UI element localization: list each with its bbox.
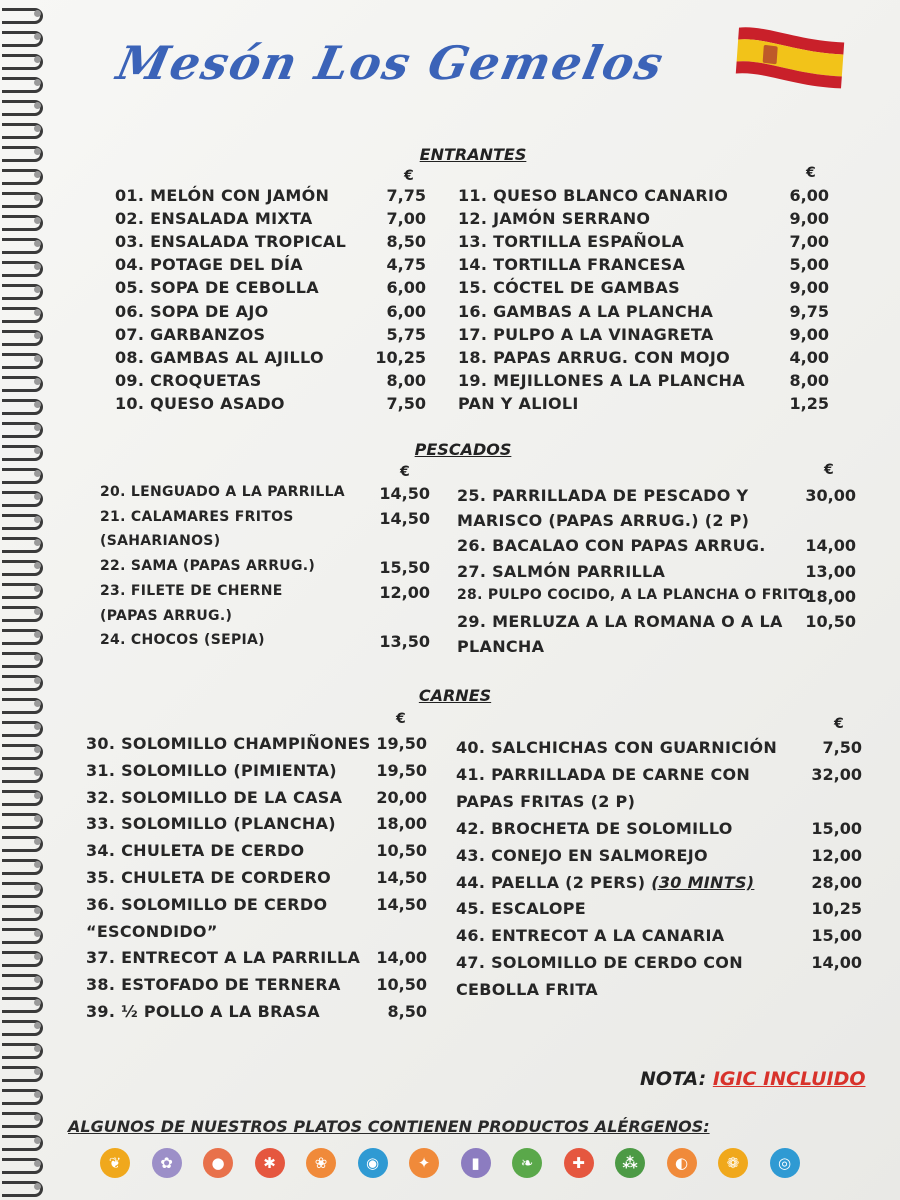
section-title-entrantes: ENTRANTES xyxy=(419,145,527,164)
menu-item-name xyxy=(100,583,283,599)
menu-item-price: 8,00 xyxy=(386,370,426,390)
menu-item-price: 14,50 xyxy=(376,868,427,887)
menu-item-price: 9,75 xyxy=(789,301,829,321)
dish-label: 33. SOLOMILLO (PLANCHA) xyxy=(86,814,336,834)
menu-item-price: 8,50 xyxy=(386,232,426,252)
menu-item-name xyxy=(115,255,303,274)
spiral-hole xyxy=(34,309,41,316)
dish-label: 18. PAPAS ARRUG. CON MOJO xyxy=(458,347,730,367)
menu-item-price: 13,00 xyxy=(805,561,856,581)
menu-item-name xyxy=(456,899,586,918)
menu-item-price: 18,00 xyxy=(805,586,856,606)
menu-item-price: 14,50 xyxy=(376,894,427,914)
menu-item-name xyxy=(100,608,232,624)
dish-label: (PAPAS ARRUG.) xyxy=(100,607,233,624)
spiral-hole xyxy=(34,723,41,730)
dish-label: 03. ENSALADA TROPICAL xyxy=(115,232,347,252)
menu-item-price: 6,00 xyxy=(386,301,426,321)
spiral-hole xyxy=(34,769,41,776)
spiral-hole xyxy=(34,493,41,500)
dish-label: 47. SOLOMILLO DE CERDO CON xyxy=(456,953,743,973)
dish-label: 42. BROCHETA DE SOLOMILLO xyxy=(456,818,733,838)
menu-item-price: 10,50 xyxy=(376,841,427,861)
menu-item-price: 1,25 xyxy=(789,393,829,413)
dish-label: 39. ½ POLLO A LA BRASA xyxy=(86,1002,320,1021)
menu-item-name xyxy=(458,325,714,344)
spiral-hole xyxy=(34,608,41,615)
allergen-prefix: ALGUNOS DE NUESTROS PLATOS CONTIENEN xyxy=(68,1117,478,1136)
dish-label: 07. GARBANZOS xyxy=(115,324,266,344)
dish-label: 13. TORTILLA ESPAÑOLA xyxy=(458,232,685,252)
dish-label: 46. ENTRECOT A LA CANARIA xyxy=(456,926,725,946)
menu-item-price: 7,75 xyxy=(386,186,426,205)
menu-item-name xyxy=(457,511,749,530)
spiral-hole xyxy=(34,953,41,960)
spiral-hole xyxy=(34,378,41,385)
euro-header: € xyxy=(396,711,406,727)
spiral-hole xyxy=(34,286,41,293)
allergen-notice xyxy=(68,1117,710,1136)
tax-note-label: NOTA: xyxy=(640,1068,713,1090)
menu-item-price: 14,00 xyxy=(805,536,856,556)
spiral-hole xyxy=(34,746,41,753)
menu-item-name xyxy=(115,209,313,228)
menu-item-price: 15,00 xyxy=(811,926,862,946)
menu-item-name xyxy=(458,278,680,297)
mollusc-icon: ◐ xyxy=(667,1148,697,1178)
menu-item-name xyxy=(86,814,336,833)
menu-item-name xyxy=(458,371,745,390)
dish-label: 25. PARRILLADA DE PESCADO Y xyxy=(457,486,749,505)
spiral-hole xyxy=(34,907,41,914)
menu-item-price: 7,50 xyxy=(386,393,426,413)
spiral-hole xyxy=(34,148,41,155)
spiral-hole xyxy=(34,194,41,201)
menu-item-name xyxy=(115,371,262,390)
section-title-pescados: PESCADOS xyxy=(414,440,512,459)
menu-item-price: 10,50 xyxy=(376,975,427,995)
menu-item-price: 4,75 xyxy=(386,255,426,275)
tax-note-value: IGIC INCLUIDO xyxy=(712,1068,866,1090)
menu-item-name xyxy=(456,980,598,999)
dish-label: 28. PULPO COCIDO, A LA PLANCHA O FRITO xyxy=(457,586,811,603)
spiral-hole xyxy=(34,56,41,63)
menu-item-name xyxy=(457,562,665,581)
menu-item-name xyxy=(100,632,265,648)
spiral-hole xyxy=(34,240,41,247)
spiral-hole xyxy=(34,585,41,592)
spiral-hole xyxy=(34,861,41,868)
menu-item-name xyxy=(100,484,345,500)
euro-header: € xyxy=(824,462,834,478)
menu-item-price: 12,00 xyxy=(379,582,430,602)
menu-item-name xyxy=(86,895,327,914)
euro-header: € xyxy=(834,716,844,732)
menu-item-name xyxy=(458,348,730,367)
menu-item-price: 15,50 xyxy=(379,558,430,578)
spiral-hole xyxy=(34,102,41,109)
spiral-hole xyxy=(34,884,41,891)
dish-label: 35. CHULETA DE CORDERO xyxy=(86,868,331,887)
celery-icon: ❧ xyxy=(512,1148,542,1178)
allergen-icons xyxy=(100,1148,820,1182)
menu-item-price: 6,00 xyxy=(789,186,829,205)
menu-item-price: 32,00 xyxy=(811,764,862,784)
dish-label: PLANCHA xyxy=(457,637,545,657)
euro-header: € xyxy=(806,165,816,181)
menu-item-name xyxy=(115,186,329,205)
dish-label: 02. ENSALADA MIXTA xyxy=(115,209,313,229)
menu-item-name xyxy=(457,612,783,631)
menu-item-price: 10,25 xyxy=(811,899,862,919)
menu-item-price: 8,50 xyxy=(387,1002,427,1021)
menu-item-price: 4,00 xyxy=(789,347,829,367)
menu-item-name xyxy=(86,948,360,967)
menu-item-name xyxy=(115,348,324,367)
spiral-hole xyxy=(34,654,41,661)
dish-label: 05. SOPA DE CEBOLLA xyxy=(115,278,319,298)
menu-item-name xyxy=(115,394,285,413)
lupin-icon: ❁ xyxy=(718,1148,748,1178)
menu-item-price: 7,00 xyxy=(789,232,829,252)
spiral-hole xyxy=(34,447,41,454)
menu-item-name xyxy=(86,734,371,753)
euro-header: € xyxy=(400,464,410,480)
menu-item-name xyxy=(456,873,754,892)
spiral-hole xyxy=(34,332,41,339)
dish-label: 30. SOLOMILLO CHAMPIÑONES xyxy=(86,734,371,753)
spiral-hole xyxy=(34,33,41,40)
dish-label: 31. SOLOMILLO (PIMIENTA) xyxy=(86,760,337,780)
sulphite-icon: ◎ xyxy=(770,1148,800,1178)
dish-label: 24. CHOCOS (SEPIA) xyxy=(100,632,265,649)
dish-label: 22. SAMA (PAPAS ARRUG.) xyxy=(100,558,316,575)
menu-item-name xyxy=(115,278,319,297)
menu-item-name xyxy=(457,637,544,656)
menu-item-name xyxy=(458,255,685,274)
menu-item-name xyxy=(115,302,268,321)
spiral-hole xyxy=(34,355,41,362)
dish-label: (SAHARIANOS) xyxy=(100,533,221,550)
dish-label: 26. BACALAO CON PAPAS ARRUG. xyxy=(457,536,766,556)
section-title-carnes: CARNES xyxy=(418,686,492,705)
dish-label: 09. CROQUETAS xyxy=(115,370,262,390)
spiral-hole xyxy=(34,562,41,569)
spiral-hole xyxy=(34,539,41,546)
euro-header: € xyxy=(404,168,414,184)
dish-label: MARISCO (PAPAS ARRUG.) (2 P) xyxy=(457,511,750,531)
menu-item-price: 8,00 xyxy=(789,370,829,390)
menu-item-name xyxy=(456,819,733,838)
menu-item-price: 12,00 xyxy=(811,845,862,865)
dish-label: 04. POTAGE DEL DÍA xyxy=(115,255,303,275)
spiral-hole xyxy=(34,677,41,684)
spiral-hole xyxy=(34,1045,41,1052)
menu-item-name xyxy=(100,509,294,525)
menu-item-name xyxy=(86,975,341,994)
spiral-hole xyxy=(34,217,41,224)
menu-item-price: 20,00 xyxy=(376,787,427,807)
spiral-hole xyxy=(34,1022,41,1029)
menu-item-name xyxy=(456,846,708,865)
dish-label: 11. QUESO BLANCO CANARIO xyxy=(458,186,729,205)
spiral-hole xyxy=(34,815,41,822)
menu-item-price: 5,75 xyxy=(386,324,426,344)
dish-label: 08. GAMBAS AL AJILLO xyxy=(115,347,324,367)
menu-item-price: 6,00 xyxy=(386,278,426,298)
spiral-hole xyxy=(34,424,41,431)
menu-item-name xyxy=(457,587,810,603)
spiral-hole xyxy=(34,516,41,523)
dish-label: 32. SOLOMILLO DE LA CASA xyxy=(86,787,343,807)
menu-item-price: 5,00 xyxy=(789,255,829,275)
spiral-hole xyxy=(34,470,41,477)
dish-label: 44. PAELLA (2 PERS) xyxy=(456,872,652,892)
menu-item-name xyxy=(458,232,684,251)
dish-label: 29. MERLUZA A LA ROMANA O A LA xyxy=(457,612,783,631)
spiral-hole xyxy=(34,10,41,17)
dish-label: 20. LENGUADO A LA PARRILLA xyxy=(100,484,345,500)
menu-item-name xyxy=(456,765,750,784)
dish-label: 16. GAMBAS A LA PLANCHA xyxy=(458,301,714,321)
menu-item-price: 30,00 xyxy=(805,486,856,505)
spiral-hole xyxy=(34,631,41,638)
dish-label: 27. SALMÓN PARRILLA xyxy=(457,561,666,581)
menu-item-name xyxy=(458,209,650,228)
spiral-hole xyxy=(34,838,41,845)
mustard-icon: ✚ xyxy=(564,1148,594,1178)
menu-item-price: 15,00 xyxy=(811,818,862,838)
crustacean-icon: ✿ xyxy=(152,1148,182,1178)
dish-label: 40. SALCHICHAS CON GUARNICIÓN xyxy=(456,738,778,757)
menu-item-name xyxy=(115,325,265,344)
menu-item-name xyxy=(458,394,579,413)
spiral-hole xyxy=(34,1114,41,1121)
menu-item-price: 9,00 xyxy=(789,324,829,344)
dish-label: “ESCONDIDO” xyxy=(86,921,218,941)
spiral-hole xyxy=(34,1160,41,1167)
menu-item-price: 10,50 xyxy=(805,612,856,631)
dish-label: PAN Y ALIOLI xyxy=(458,393,579,413)
menu-item-price: 18,00 xyxy=(376,814,427,834)
menu-item-price: 14,50 xyxy=(379,508,430,528)
menu-item-name xyxy=(456,738,777,757)
dish-label: 10. QUESO ASADO xyxy=(115,393,285,413)
menu-item-name xyxy=(100,533,220,549)
menu-item-price: 14,50 xyxy=(379,484,430,503)
menu-item-price: 14,00 xyxy=(376,948,427,968)
spiral-hole xyxy=(34,401,41,408)
menu-item-name xyxy=(86,788,342,807)
menu-item-name xyxy=(86,868,331,887)
spiral-hole xyxy=(34,930,41,937)
crab-icon: ✱ xyxy=(255,1148,285,1178)
spiral-hole xyxy=(34,1137,41,1144)
spiral-hole xyxy=(34,700,41,707)
menu-item-price: 7,50 xyxy=(822,738,862,757)
allergen-suffix: PRODUCTOS ALÉRGENOS: xyxy=(477,1117,710,1136)
menu-item-name xyxy=(115,232,346,251)
spiral-hole xyxy=(34,263,41,270)
menu-item-name xyxy=(456,792,635,811)
spiral-binding xyxy=(0,0,48,1200)
dish-label: 41. PARRILLADA DE CARNE CON xyxy=(456,764,751,784)
dish-label: 14. TORTILLA FRANCESA xyxy=(458,255,686,275)
menu-item-price: 13,50 xyxy=(379,632,430,652)
menu-item-name xyxy=(86,841,304,860)
dish-label: 21. CALAMARES FRITOS xyxy=(100,508,294,525)
restaurant-title: Mesón Los Gemelos xyxy=(112,36,670,90)
spiral-hole xyxy=(34,79,41,86)
spiral-hole xyxy=(34,976,41,983)
dish-label: 45. ESCALOPE xyxy=(456,899,586,919)
dish-label: 17. PULPO A LA VINAGRETA xyxy=(458,324,714,344)
menu-item-name xyxy=(456,953,743,972)
dish-label: 43. CONEJO EN SALMOREJO xyxy=(456,845,708,865)
peanut-icon: ❀ xyxy=(306,1148,336,1178)
dish-label: 36. SOLOMILLO DE CERDO xyxy=(86,894,328,914)
spain-flag-icon xyxy=(733,23,846,92)
menu-item-price: 9,00 xyxy=(789,278,829,298)
dish-note: (30 MINTS) xyxy=(651,872,755,892)
menu-item-name xyxy=(100,558,315,574)
dish-label: 37. ENTRECOT A LA PARRILLA xyxy=(86,948,361,968)
egg-icon: ● xyxy=(203,1148,233,1178)
menu-item-price: 7,00 xyxy=(386,209,426,229)
spiral-hole xyxy=(34,1068,41,1075)
menu-item-name xyxy=(456,926,724,945)
soy-icon: ✦ xyxy=(409,1148,439,1178)
menu-item-name xyxy=(86,1002,320,1021)
menu-item-name xyxy=(458,302,713,321)
spiral-hole xyxy=(34,1091,41,1098)
menu-item-name xyxy=(86,922,218,941)
spiral-hole xyxy=(34,792,41,799)
menu-item-name xyxy=(457,536,766,555)
menu-item-price: 10,25 xyxy=(375,347,426,367)
spiral-hole xyxy=(34,125,41,132)
dish-label: 15. CÓCTEL DE GAMBAS xyxy=(458,278,680,298)
sesame-icon: ⁂ xyxy=(615,1148,645,1178)
gluten-icon: ❦ xyxy=(100,1148,130,1178)
fish-icon: ◉ xyxy=(358,1148,388,1178)
dish-label: 34. CHULETA DE CERDO xyxy=(86,841,305,861)
menu-item-name xyxy=(458,186,728,205)
menu-item-name xyxy=(457,486,748,505)
menu-item-price: 14,00 xyxy=(811,953,862,973)
menu-item-price: 19,50 xyxy=(376,760,427,780)
spiral-hole xyxy=(34,1183,41,1190)
menu-item-price: 28,00 xyxy=(811,872,862,892)
spiral-hole xyxy=(34,171,41,178)
dish-label: 38. ESTOFADO DE TERNERA xyxy=(86,975,341,995)
dish-label: 23. FILETE DE CHERNE xyxy=(100,582,283,599)
menu-item-price: 9,00 xyxy=(789,209,829,229)
dish-label: 01. MELÓN CON JAMÓN xyxy=(115,186,330,205)
dish-label: 19. MEJILLONES A LA PLANCHA xyxy=(458,370,745,390)
dish-label: CEBOLLA FRITA xyxy=(456,980,598,1000)
menu-item-price: 19,50 xyxy=(376,734,427,753)
tax-note xyxy=(640,1068,866,1090)
milk-icon: ▮ xyxy=(461,1148,491,1178)
spiral-hole xyxy=(34,999,41,1006)
dish-label: 12. JAMÓN SERRANO xyxy=(458,209,651,229)
menu-item-name xyxy=(86,761,337,780)
dish-label: 06. SOPA DE AJO xyxy=(115,301,269,321)
dish-label: PAPAS FRITAS (2 P) xyxy=(456,791,636,811)
